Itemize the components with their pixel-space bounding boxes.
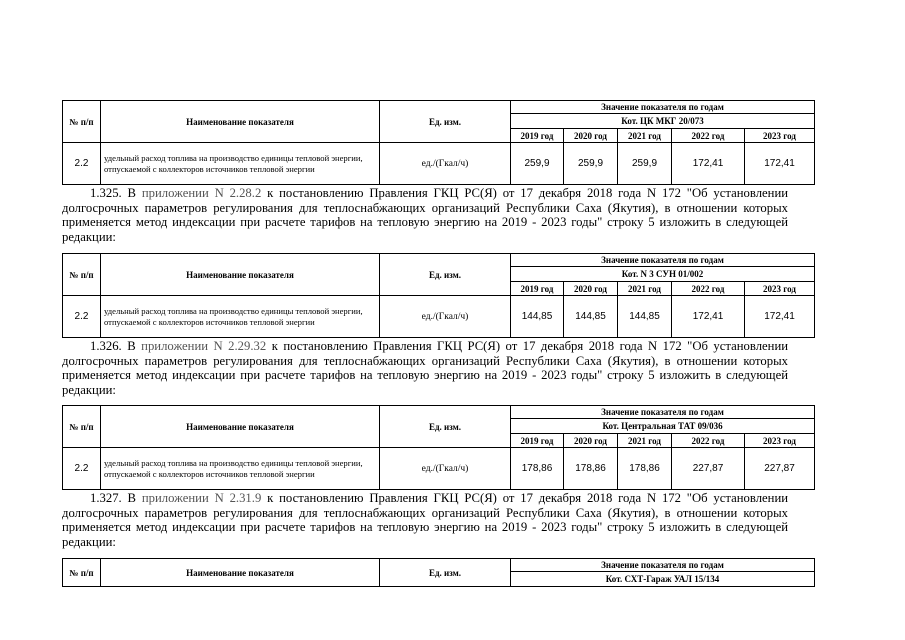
indicator-name: удельный расход топлива на производство единицы тепловой энергии, отпускаемой с коллекторов источников тепловой энергии	[101, 143, 380, 185]
value-cell: 227,87	[672, 448, 745, 490]
value-cell: 172,41	[672, 143, 745, 185]
document-reference: приложении N 2.28.2	[141, 186, 262, 200]
boiler-name: Кот. Центральная ТАТ 09/036	[511, 419, 815, 434]
year-header: 2021 год	[618, 434, 672, 448]
year-header: 2022 год	[672, 282, 745, 296]
value-cell: 172,41	[745, 296, 815, 338]
header-name: Наименование показателя	[101, 254, 380, 296]
header-no: № п/п	[63, 101, 101, 143]
row-number: 2.2	[63, 296, 101, 338]
header-no: № п/п	[63, 406, 101, 448]
paragraph-lead: 1.325. В	[90, 186, 137, 200]
value-cell: 178,86	[564, 448, 618, 490]
indicator-table-3	[62, 405, 815, 490]
unit-value: ед./(Гкал/ч)	[380, 448, 511, 490]
header-name: Наименование показателя	[101, 406, 380, 448]
year-header: 2020 год	[564, 282, 618, 296]
row-number: 2.2	[63, 143, 101, 185]
header-values-title: Значение показателя по годам	[511, 559, 815, 572]
amendment-paragraph	[62, 491, 788, 549]
boiler-name: Кот. N 3 СУН 01/002	[511, 267, 815, 282]
unit-value: ед./(Гкал/ч)	[380, 143, 511, 185]
paragraph-text: к постановлению Правления ГКЦ РС(Я) от 17 декабря 2018 года N 172 "Об установлении долгосрочных параметров регулирования для теплоснабжающих организаций Республики Саха (Якутия), в отношении которых применяется метод индексации при расчете тарифов на тепловую энергию на 2019 - 2023 годы" строку 5 изложить в следующей редакции:	[62, 491, 789, 549]
year-header: 2019 год	[511, 434, 564, 448]
value-cell: 172,41	[672, 296, 745, 338]
value-cell: 144,85	[564, 296, 618, 338]
header-name: Наименование показателя	[101, 559, 380, 587]
amendment-paragraph	[62, 339, 788, 397]
year-header: 2023 год	[745, 282, 815, 296]
year-header: 2021 год	[618, 282, 672, 296]
boiler-name: Кот. СХТ-Гараж УАЛ 15/134	[511, 572, 815, 587]
year-header: 2023 год	[745, 129, 815, 143]
header-values-title: Значение показателя по годам	[511, 254, 815, 267]
year-header: 2021 год	[618, 129, 672, 143]
paragraph-lead: 1.327. В	[90, 491, 137, 505]
value-cell: 178,86	[618, 448, 672, 490]
header-values-title: Значение показателя по годам	[511, 406, 815, 419]
paragraph-text: к постановлению Правления ГКЦ РС(Я) от 17 декабря 2018 года N 172 "Об установлении долгосрочных параметров регулирования для теплоснабжающих организаций Республики Саха (Якутия), в отношении которых применяется метод индексации при расчете тарифов на тепловую энергию на 2019 - 2023 годы" строку 5 изложить в следующей редакции:	[62, 186, 789, 244]
indicator-table-4	[62, 558, 815, 587]
indicator-name: удельный расход топлива на производство единицы тепловой энергии, отпускаемой с коллекторов источников тепловой энергии	[101, 448, 380, 490]
value-cell: 259,9	[564, 143, 618, 185]
year-header: 2019 год	[511, 129, 564, 143]
value-cell: 144,85	[618, 296, 672, 338]
paragraph-text: к постановлению Правления ГКЦ РС(Я) от 17 декабря 2018 года N 172 "Об установлении долгосрочных параметров регулирования для теплоснабжающих организаций Республики Саха (Якутия), в отношении которых применяется метод индексации при расчете тарифов на тепловую энергию на 2019 - 2023 годы" строку 5 изложить в следующей редакции:	[62, 339, 789, 397]
header-values-title: Значение показателя по годам	[511, 101, 815, 114]
value-cell: 144,85	[511, 296, 564, 338]
header-unit: Ед. изм.	[380, 406, 511, 448]
year-header: 2022 год	[672, 129, 745, 143]
header-no: № п/п	[63, 559, 101, 587]
boiler-name: Кот. ЦК МКГ 20/073	[511, 114, 815, 129]
header-name: Наименование показателя	[101, 101, 380, 143]
header-unit: Ед. изм.	[380, 254, 511, 296]
indicator-table-1	[62, 100, 815, 185]
year-header: 2023 год	[745, 434, 815, 448]
indicator-table-2	[62, 253, 815, 338]
value-cell: 172,41	[745, 143, 815, 185]
year-header: 2020 год	[564, 129, 618, 143]
header-unit: Ед. изм.	[380, 559, 511, 587]
indicator-name: удельный расход топлива на производство единицы тепловой энергии, отпускаемой с коллекторов источников тепловой энергии	[101, 296, 380, 338]
unit-value: ед./(Гкал/ч)	[380, 296, 511, 338]
year-header: 2019 год	[511, 282, 564, 296]
header-unit: Ед. изм.	[380, 101, 511, 143]
value-cell: 227,87	[745, 448, 815, 490]
document-reference: приложении N 2.29.32	[141, 339, 267, 353]
header-no: № п/п	[63, 254, 101, 296]
amendment-paragraph	[62, 186, 788, 244]
value-cell: 178,86	[511, 448, 564, 490]
paragraph-lead: 1.326. В	[90, 339, 136, 353]
value-cell: 259,9	[511, 143, 564, 185]
year-header: 2022 год	[672, 434, 745, 448]
document-reference: приложении N 2.31.9	[141, 491, 262, 505]
value-cell: 259,9	[618, 143, 672, 185]
year-header: 2020 год	[564, 434, 618, 448]
row-number: 2.2	[63, 448, 101, 490]
